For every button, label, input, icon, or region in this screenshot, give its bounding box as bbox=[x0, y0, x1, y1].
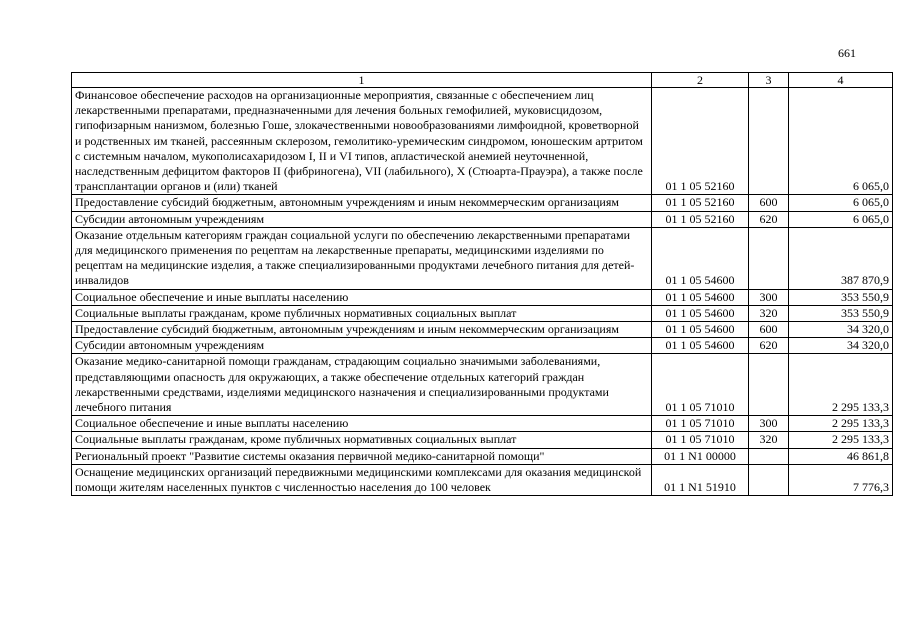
row-code: 01 1 N1 00000 bbox=[652, 448, 749, 464]
row-type bbox=[749, 354, 789, 416]
row-amount: 46 861,8 bbox=[789, 448, 893, 464]
row-amount: 2 295 133,3 bbox=[789, 354, 893, 416]
row-code: 01 1 05 54600 bbox=[652, 322, 749, 338]
table-row bbox=[72, 432, 893, 448]
row-amount: 2 295 133,3 bbox=[789, 432, 893, 448]
table-row bbox=[72, 416, 893, 432]
column-header-amount: 4 bbox=[789, 73, 893, 88]
row-amount: 6 065,0 bbox=[789, 195, 893, 211]
table-row bbox=[72, 448, 893, 464]
row-description: Предоставление субсидий бюджетным, автономным учреждениям и иным некоммерческим организациям bbox=[72, 195, 652, 211]
row-description: Оказание отдельным категориям граждан социальной услуги по обеспечению лекарственными препаратами для медицинского применения по рецептам на лекарственные препараты, медицинскими изделиями по рецептам на медицинские изделия, а также специализированными продуктами лечебного питания для детей-инвалидов bbox=[72, 227, 652, 289]
page-number: 661 bbox=[838, 46, 856, 60]
table-row bbox=[72, 464, 893, 495]
row-description: Социальные выплаты гражданам, кроме публичных нормативных социальных выплат bbox=[72, 305, 652, 321]
row-description: Субсидии автономным учреждениям bbox=[72, 338, 652, 354]
table-header-row bbox=[72, 73, 893, 88]
row-description: Социальное обеспечение и иные выплаты населению bbox=[72, 416, 652, 432]
row-type: 620 bbox=[749, 338, 789, 354]
column-header-description: 1 bbox=[72, 73, 652, 88]
budget-table bbox=[71, 72, 893, 496]
row-description: Предоставление субсидий бюджетным, автономным учреждениям и иным некоммерческим организациям bbox=[72, 322, 652, 338]
row-description: Социальные выплаты гражданам, кроме публичных нормативных социальных выплат bbox=[72, 432, 652, 448]
row-code: 01 1 05 71010 bbox=[652, 432, 749, 448]
row-amount: 34 320,0 bbox=[789, 322, 893, 338]
table-row bbox=[72, 211, 893, 227]
row-amount: 6 065,0 bbox=[789, 211, 893, 227]
row-amount: 7 776,3 bbox=[789, 464, 893, 495]
row-description: Региональный проект "Развитие системы оказания первичной медико-санитарной помощи" bbox=[72, 448, 652, 464]
row-description: Социальное обеспечение и иные выплаты населению bbox=[72, 289, 652, 305]
row-type bbox=[749, 88, 789, 195]
row-amount: 6 065,0 bbox=[789, 88, 893, 195]
row-code: 01 1 05 52160 bbox=[652, 88, 749, 195]
row-code: 01 1 05 54600 bbox=[652, 338, 749, 354]
row-type: 600 bbox=[749, 322, 789, 338]
row-code: 01 1 05 71010 bbox=[652, 354, 749, 416]
row-amount: 2 295 133,3 bbox=[789, 416, 893, 432]
table-row bbox=[72, 195, 893, 211]
row-type: 320 bbox=[749, 432, 789, 448]
row-type: 620 bbox=[749, 211, 789, 227]
row-amount: 353 550,9 bbox=[789, 289, 893, 305]
row-code: 01 1 05 52160 bbox=[652, 195, 749, 211]
row-code: 01 1 05 54600 bbox=[652, 227, 749, 289]
row-type bbox=[749, 464, 789, 495]
row-type: 300 bbox=[749, 289, 789, 305]
row-code: 01 1 05 54600 bbox=[652, 289, 749, 305]
row-type: 300 bbox=[749, 416, 789, 432]
row-amount: 353 550,9 bbox=[789, 305, 893, 321]
column-header-type: 3 bbox=[749, 73, 789, 88]
row-code: 01 1 N1 51910 bbox=[652, 464, 749, 495]
row-description: Оснащение медицинских организаций передвижными медицинскими комплексами для оказания медицинской помощи жителям населенных пунктов с численностью населения до 100 человек bbox=[72, 464, 652, 495]
table-row bbox=[72, 289, 893, 305]
row-amount: 34 320,0 bbox=[789, 338, 893, 354]
table-row bbox=[72, 322, 893, 338]
row-type: 320 bbox=[749, 305, 789, 321]
table-row bbox=[72, 305, 893, 321]
row-code: 01 1 05 52160 bbox=[652, 211, 749, 227]
row-type bbox=[749, 227, 789, 289]
table-row bbox=[72, 338, 893, 354]
column-header-code: 2 bbox=[652, 73, 749, 88]
row-description: Субсидии автономным учреждениям bbox=[72, 211, 652, 227]
row-code: 01 1 05 54600 bbox=[652, 305, 749, 321]
row-type bbox=[749, 448, 789, 464]
row-code: 01 1 05 71010 bbox=[652, 416, 749, 432]
table-row bbox=[72, 354, 893, 416]
table-row bbox=[72, 88, 893, 195]
row-amount: 387 870,9 bbox=[789, 227, 893, 289]
table-row bbox=[72, 227, 893, 289]
row-description: Финансовое обеспечение расходов на организационные мероприятия, связанные с обеспечением лиц лекарственными препаратами, предназначенными для лечения больных гемофилией, муковисцидозом, гипофизарным нанизмом, болезнью Гоше, злокачественными новообразованиями лимфоидной, кроветворной и родственных им тканей, рассеянным склерозом, гемолитико-уремическим синдромом, юношеским артритом с системным началом, мукополисахаридозом I, II и VI типов, апластической анемией неуточненной, наследственным дефицитом факторов II (фибриногена), VII (лабильного), X (Стюарта-Прауэра), а также после трансплантации органов и (или) тканей bbox=[72, 88, 652, 195]
row-description: Оказание медико-санитарной помощи гражданам, страдающим социально значимыми заболеваниями, представляющими опасность для окружающих, а также обеспечение отдельных категорий граждан лекарственными средствами, изделиями медицинского назначения и специализированными продуктами лечебного питания bbox=[72, 354, 652, 416]
row-type: 600 bbox=[749, 195, 789, 211]
